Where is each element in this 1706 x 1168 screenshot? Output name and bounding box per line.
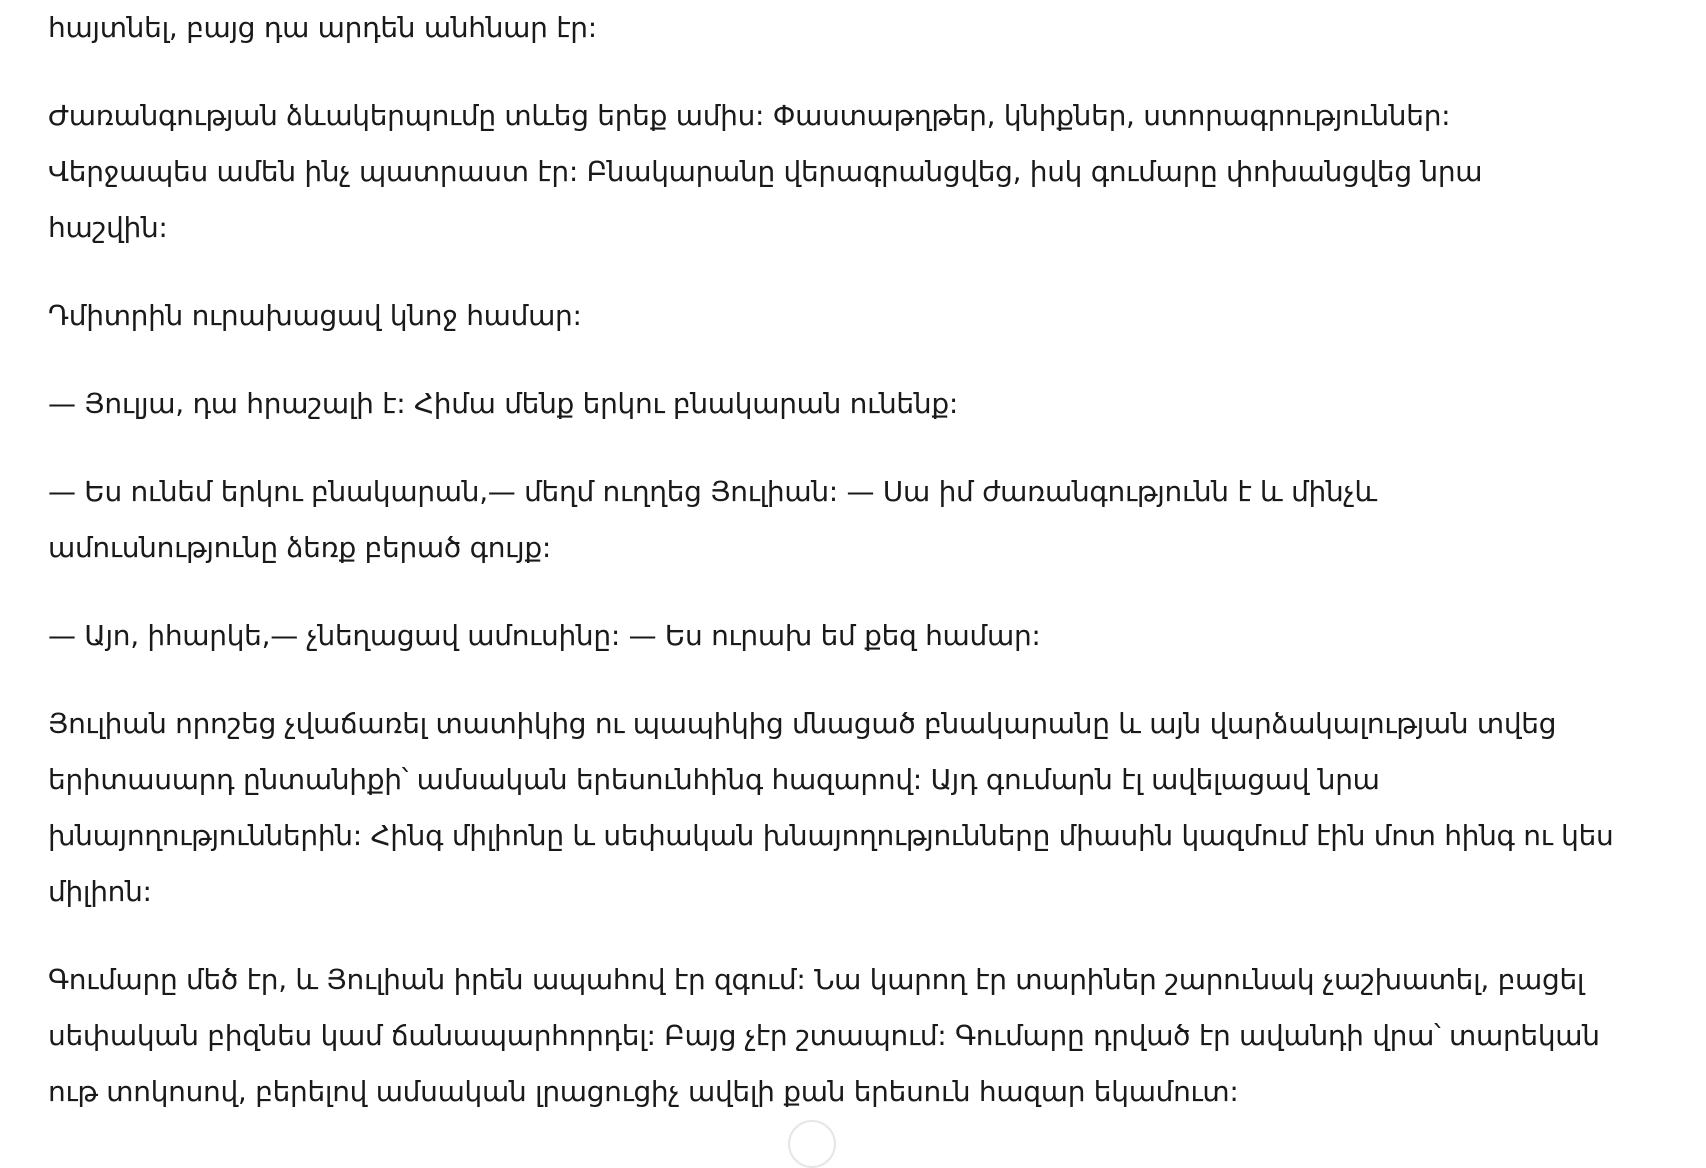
paragraph: Ժառանգության ձևակերպումը տևեց երեք ամիս: Փաստաթղթեր, կնիքներ, ստորագրություններ: Վերջապես ամեն ինչ պատրաստ էր: Բնակարանը վերագրանցվեց, իսկ գումարը փոխանցվեց նրա հաշվին: — [48, 99, 1483, 244]
paragraph: — Այո, իհարկե,— չնեղացավ ամուսինը: — Ես ուրախ եմ քեզ համար: — [48, 619, 1041, 652]
paragraph: Դմիտրին ուրախացավ կնոջ համար: — [48, 299, 582, 332]
paragraph: — Ես ունեմ երկու բնակարան,— մեղմ ուղղեց Յուլիան: — Սա իմ ժառանգությունն է և մինչև ամուսնությունը ձեռք բերած գույք: — [48, 475, 1377, 564]
scroll-down-button[interactable] — [788, 1120, 836, 1168]
paragraph: — Յուլյա, դա հրաշալի է: Հիմա մենք երկու բնակարան ունենք: — [48, 387, 958, 420]
paragraph: Յուլիան որոշեց չվաճառել տատիկից ու պապիկից մնացած բնակարանը և այն վարձակալության տվեց երիտասարդ ընտանիքի՝ ամսական երեսունհինգ հազարով: Այդ գումարն էլ ավելացավ նրա խնայողություններին: Հինգ միլիոնը և սեփական խնայողությունները միասին կազմում էին մոտ հինգ ու կես միլիոն: — [48, 707, 1614, 908]
paragraph: հայտնել, բայց դա արդեն անհնար էր: — [48, 11, 597, 44]
paragraph: Գումարը մեծ էր, և Յուլիան իրեն ապահով էր զգում: Նա կարող էր տարիներ շարունակ չաշխատել, բացել սեփական բիզնես կամ ճանապարհորդել: Բայց չէր շտապում: Գումարը դրված էր ավանդի վրա՝ տարեկան ութ տոկոսով, բերելով ամսական լրացուցիչ ավելի քան երեսուն հազար եկամուտ: — [48, 963, 1600, 1108]
article-body — [48, 0, 1668, 1152]
